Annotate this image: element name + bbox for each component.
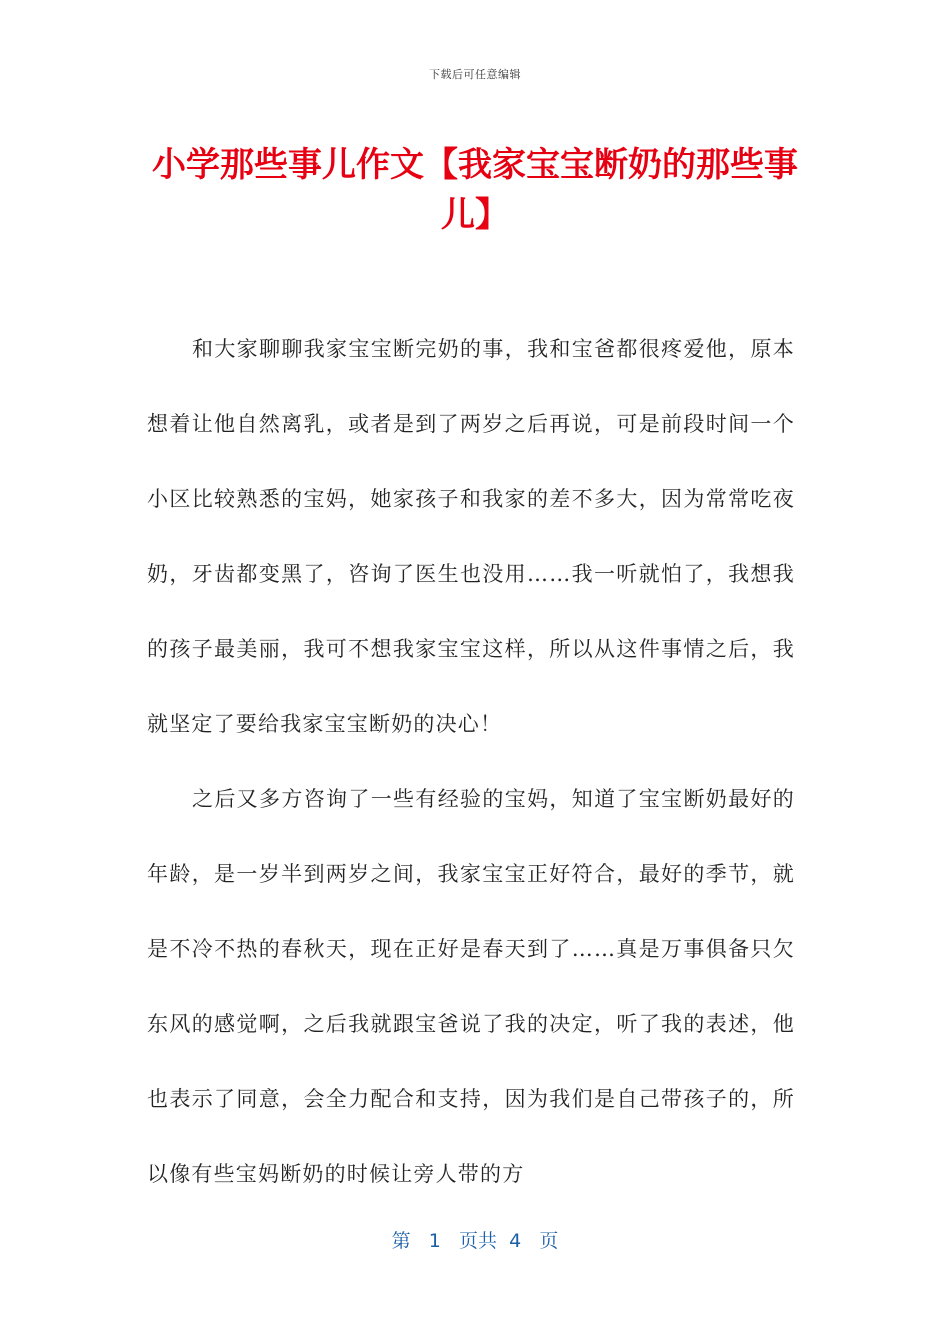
document-title: 小学那些事儿作文【我家宝宝断奶的那些事儿】 — [152, 145, 798, 235]
footer-total-pages: 4 — [509, 1230, 522, 1252]
page-footer — [0, 1226, 950, 1253]
paragraph-2: 之后又多方咨询了一些有经验的宝妈，知道了宝宝断奶最好的年龄，是一岁半到两岁之间，我家宝宝正好符合，最好的季节，就是不冷不热的春秋天，现在正好是春天到了……真是万事俱备只欠东风的感觉啊，之后我就跟宝爸说了我的决定，听了我的表述，他也表示了同意，会全力配合和支持，因为我们是自己带孩子的，所以像有些宝妈断奶的时候让旁人带的方 — [147, 787, 795, 1186]
document-body — [147, 312, 795, 1212]
paragraph-1: 和大家聊聊我家宝宝断完奶的事，我和宝爸都很疼爱他，原本想着让他自然离乳，或者是到了两岁之后再说，可是前段时间一个小区比较熟悉的宝妈，她家孩子和我家的差不多大，因为常常吃夜奶，牙齿都变黑了，咨询了医生也没用……我一听就怕了，我想我的孩子最美丽，我可不想我家宝宝这样，所以从这件事情之后，我就坚定了要给我家宝宝断奶的决心！ — [147, 337, 795, 736]
footer-label-page: 第 — [391, 1230, 411, 1252]
footer-current-page: 1 — [428, 1230, 441, 1252]
footer-label-end: 页 — [539, 1230, 559, 1252]
footer-label-total: 页共 — [459, 1230, 498, 1252]
header-note: 下载后可任意编辑 — [429, 68, 521, 81]
